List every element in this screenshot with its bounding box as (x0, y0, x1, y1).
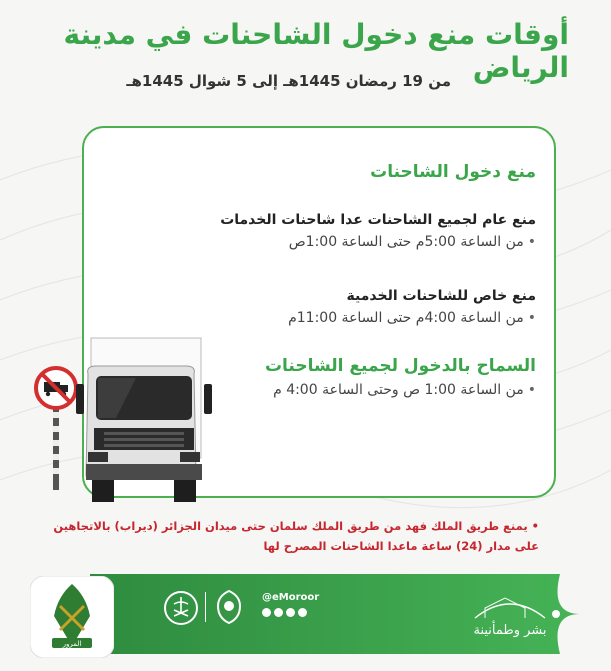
bullet-icon: • (531, 519, 539, 533)
allow-time-text: من الساعة 1:00 ص وحتى الساعة 4:00 م (273, 382, 524, 398)
allow-title: السماح بالدخول لجميع الشاحنات (264, 356, 536, 376)
allow-time (265, 382, 536, 398)
twitter-icon[interactable] (298, 608, 307, 617)
slogan-text: بشر وطمأنينة (473, 623, 547, 638)
twitter-handle[interactable]: @eMoroor (262, 592, 320, 603)
ministry-seal-icon (163, 590, 199, 626)
traffic-badge-icon (212, 588, 246, 626)
rule-service-time (288, 310, 536, 326)
traffic-emblem-icon (30, 576, 114, 658)
vision-slogan-logo (455, 588, 565, 644)
bullet-icon: • (527, 310, 536, 326)
footer-divider (205, 592, 206, 622)
rule-service (288, 288, 536, 326)
logo-text: المرور (62, 640, 82, 648)
rule-service-heading: منع خاص للشاحنات الخدمية (346, 288, 536, 304)
rule-general-time-text: من الساعة 5:00م حتى الساعة 1:00ص (288, 234, 524, 250)
allow-section (265, 356, 536, 398)
bullet-icon: • (527, 382, 536, 398)
section-title: منع دخول الشاحنات (370, 162, 536, 182)
snapchat-icon[interactable] (262, 608, 271, 617)
social-icons (262, 608, 307, 617)
instagram-icon[interactable] (274, 608, 283, 617)
traffic-logo (30, 576, 114, 658)
road-closure-note (19, 516, 539, 556)
rule-general-time (220, 234, 536, 250)
rule-service-time-text: من الساعة 4:00م حتى الساعة 11:00م (288, 310, 524, 326)
truck-illustration (36, 336, 216, 504)
note-line-1 (19, 516, 539, 536)
rule-general-heading: منع عام لجميع الشاحنات عدا شاحنات الخدمات (220, 212, 536, 228)
note-line-1-text: يمنع طريق الملك فهد من طريق الملك سلمان حتى ميدان الجزائر (ديراب) بالاتجاهين (53, 519, 528, 533)
page-title: أوقات منع دخول الشاحنات في مدينة الرياض (63, 18, 569, 84)
bullet-icon: • (527, 234, 536, 250)
date-range: من 19 رمضان 1445هـ إلى 5 شوال 1445هـ (126, 72, 451, 90)
rule-general (220, 212, 536, 250)
youtube-icon[interactable] (286, 608, 295, 617)
note-line-2: على مدار (24) ساعة ماعدا الشاحنات المصرح لها (263, 539, 539, 553)
